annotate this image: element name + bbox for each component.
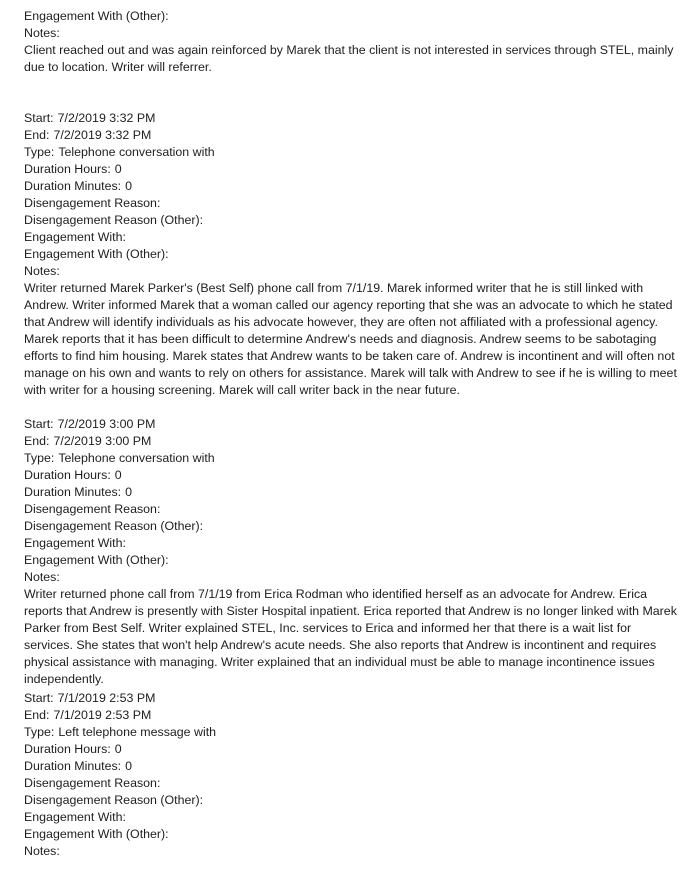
type-label: Type: (24, 451, 55, 465)
type-value: Left telephone message with (58, 725, 217, 739)
start-label: Start: (24, 691, 54, 705)
engagement-with-other-label: Engagement With (Other): (24, 827, 169, 841)
disengagement-reason-other-label: Disengagement Reason (Other): (24, 213, 204, 227)
engagement-with-label: Engagement With: (24, 810, 126, 824)
duration-minutes-value: 0 (125, 485, 133, 499)
duration-hours-label: Duration Hours: (24, 742, 111, 756)
disengagement-reason-label: Disengagement Reason: (24, 196, 161, 210)
duration-minutes-label: Duration Minutes: (24, 485, 122, 499)
duration-minutes-value: 0 (125, 179, 133, 193)
end-value: 7/2/2019 3:32 PM (53, 128, 152, 142)
start-row (24, 690, 680, 707)
engagement-with-label: Engagement With: (24, 230, 126, 244)
duration-hours-row (24, 161, 680, 178)
end-row (24, 707, 680, 724)
duration-hours-row (24, 467, 680, 484)
log-entry (24, 110, 680, 399)
duration-hours-value: 0 (114, 468, 122, 482)
start-value: 7/1/2019 2:53 PM (57, 691, 156, 705)
notes-label: Notes: (24, 844, 60, 858)
end-value: 7/1/2019 2:53 PM (53, 708, 152, 722)
start-value: 7/2/2019 3:00 PM (57, 417, 156, 431)
duration-hours-label: Duration Hours: (24, 162, 111, 176)
start-value: 7/2/2019 3:32 PM (57, 111, 156, 125)
start-label: Start: (24, 417, 54, 431)
duration-hours-label: Duration Hours: (24, 468, 111, 482)
type-row (24, 724, 680, 741)
notes-text: Client reached out and was again reinforced by Marek that the client is not interested in services through STEL, mainly due to location. Writer will referrer. (24, 43, 674, 74)
duration-minutes-value: 0 (125, 759, 133, 773)
engagement-with-other-label: Engagement With (Other): (24, 247, 169, 261)
start-row (24, 416, 680, 433)
engagement-with-other-label: Engagement With (Other): (24, 9, 169, 23)
end-row (24, 127, 680, 144)
type-value: Telephone conversation with (58, 145, 215, 159)
duration-minutes-label: Duration Minutes: (24, 179, 122, 193)
duration-minutes-row (24, 484, 680, 501)
end-label: End: (24, 434, 50, 448)
notes-text: Writer returned Marek Parker's (Best Self) phone call from 7/1/19. Marek informed writer that he is still linked with Andrew. Writer informed Marek that a woman called our agency reporting that she was an advocate to which he stated that Andrew will identify individuals as his advocate however, they are often not affiliated with a professional agency. Marek reports that it has been difficult to determine Andrew's needs and diagnosis. Andrew seems to be sabotaging efforts to find him housing. Marek states that Andrew wants to be taken care of. Andrew is incontinent and will often not manage on his own and wants to rely on others for assistance. Marek will talk with Andrew to see if he is willing to meet with writer for a housing screening. Marek will call writer back in the near future. (24, 281, 677, 397)
type-label: Type: (24, 145, 55, 159)
start-row (24, 110, 680, 127)
duration-minutes-label: Duration Minutes: (24, 759, 122, 773)
type-row (24, 144, 680, 161)
notes-label: Notes: (24, 570, 60, 584)
duration-minutes-row (24, 178, 680, 195)
end-value: 7/2/2019 3:00 PM (53, 434, 152, 448)
disengagement-reason-other-label: Disengagement Reason (Other): (24, 519, 204, 533)
end-row (24, 433, 680, 450)
duration-minutes-row (24, 758, 680, 775)
duration-hours-row (24, 741, 680, 758)
disengagement-reason-label: Disengagement Reason: (24, 776, 161, 790)
log-entry (24, 690, 680, 860)
disengagement-reason-label: Disengagement Reason: (24, 502, 161, 516)
duration-hours-value: 0 (114, 742, 122, 756)
notes-label: Notes: (24, 26, 60, 40)
type-value: Telephone conversation with (58, 451, 215, 465)
log-entry-partial (24, 8, 680, 76)
start-label: Start: (24, 111, 54, 125)
notes-text: Writer returned phone call from 7/1/19 from Erica Rodman who identified herself as an advocate for Andrew. Erica reports that Andrew is presently with Sister Hospital inpatient. Erica reported that Andrew is no longer linked with Marek Parker from Best Self. Writer explained STEL, Inc. services to Erica and informed her that there is a wait list for services. She states that won't help Andrew's acute needs. She also reports that Andrew is incontinent and requires physical assistance with managing. Writer explained that an individual must be able to manage incontinence issues independently. (24, 587, 677, 686)
type-row (24, 450, 680, 467)
engagement-with-other-label: Engagement With (Other): (24, 553, 169, 567)
disengagement-reason-other-label: Disengagement Reason (Other): (24, 793, 204, 807)
log-entry (24, 416, 680, 688)
notes-label: Notes: (24, 264, 60, 278)
end-label: End: (24, 128, 50, 142)
engagement-with-label: Engagement With: (24, 536, 126, 550)
end-label: End: (24, 708, 50, 722)
type-label: Type: (24, 725, 55, 739)
duration-hours-value: 0 (114, 162, 122, 176)
